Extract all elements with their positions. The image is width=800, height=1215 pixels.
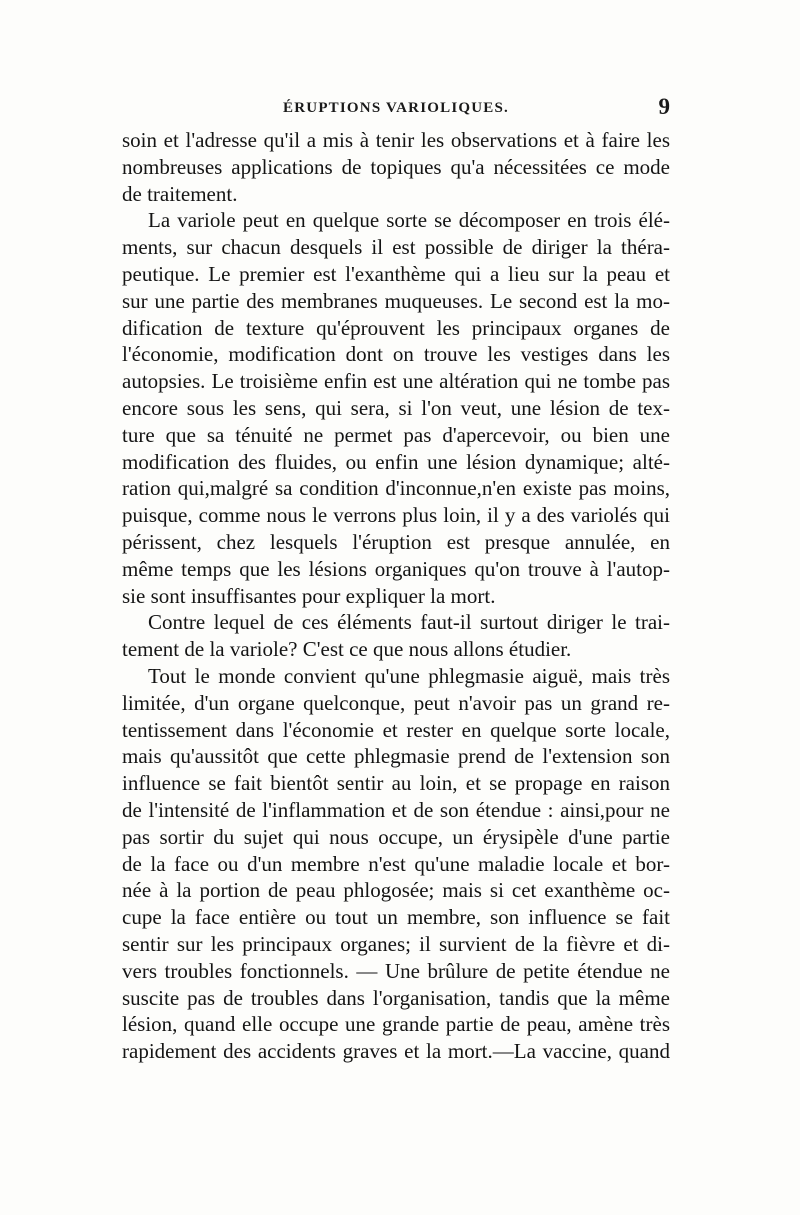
text-line: pas sortir du sujet qui nous occupe, un érysipèle d'une partie: [122, 824, 670, 849]
text-line: limitée, d'un organe quelconque, peut n'avoir pas un grand re-: [122, 690, 670, 715]
text-line: influence se fait bientôt sentir au loin, et se propage en raison: [122, 771, 670, 796]
text-line: de l'intensité de l'inflammation et de son étendue : ainsi,pour ne: [122, 797, 670, 822]
text-line: née à la portion de peau phlogosée; mais si cet exanthème oc-: [122, 878, 670, 903]
text-line: ture que sa ténuité ne permet pas d'apercevoir, ou bien une: [122, 422, 670, 447]
text-line: rapidement des accidents graves et la mort.—La vaccine, quand: [122, 1039, 670, 1064]
text-line: cupe la face entière ou tout un membre, son influence se fait: [122, 905, 670, 930]
text-line: dification de texture qu'éprouvent les principaux organes de: [122, 315, 670, 340]
running-head: [122, 96, 670, 126]
text-line: vers troubles fonctionnels. — Une brûlure de petite étendue ne: [122, 958, 670, 983]
text-line: nombreuses applications de topiques qu'a nécessitées ce mode: [122, 154, 670, 179]
text-line: encore sous les sens, qui sera, si l'on veut, une lésion de tex-: [122, 395, 670, 420]
text-line: suscite pas de troubles dans l'organisation, tandis que la même: [122, 985, 670, 1010]
text-line: soin et l'adresse qu'il a mis à tenir les observations et à faire les: [122, 128, 670, 152]
text-line: mais qu'aussitôt que cette phlegmasie prend de l'extension son: [122, 744, 670, 769]
running-title: ÉRUPTIONS VARIOLIQUES.: [283, 100, 509, 116]
body-text: [122, 127, 670, 1065]
page-number: 9: [658, 94, 670, 119]
text-line: périssent, chez lesquels l'éruption est presque annulée, en: [122, 529, 670, 554]
paragraph-first-line: Tout le monde convient qu'une phlegmasie aiguë, mais très: [148, 663, 670, 688]
paragraph-first-line: La variole peut en quelque sorte se décomposer en trois élé-: [148, 208, 670, 233]
text-line: même temps que les lésions organiques qu'on trouve à l'autop-: [122, 556, 670, 581]
text-line: sur une partie des membranes muqueuses. Le second est la mo-: [122, 288, 670, 313]
text-line: autopsies. Le troisième enfin est une altération qui ne tombe pas: [122, 369, 670, 394]
text-line: de la face ou d'un membre n'est qu'une maladie locale et bor-: [122, 851, 670, 876]
text-line: sie sont insuffisantes pour expliquer la mort.: [122, 583, 496, 608]
text-line: de traitement.: [122, 181, 238, 206]
text-line: puisque, comme nous le verrons plus loin, il y a des variolés qui: [122, 503, 670, 528]
paragraph-first-line: Contre lequel de ces éléments faut-il surtout diriger le trai-: [148, 610, 670, 635]
text-line: ments, sur chacun desquels il est possible de diriger la théra-: [122, 235, 670, 260]
text-line: ration qui,malgré sa condition d'inconnue,n'en existe pas moins,: [122, 476, 670, 501]
text-line: sentir sur les principaux organes; il survient de la fièvre et di-: [122, 931, 670, 956]
text-line: lésion, quand elle occupe une grande partie de peau, amène très: [122, 1012, 670, 1037]
text-line: tement de la variole? C'est ce que nous allons étudier.: [122, 637, 572, 662]
text-line: modification des fluides, ou enfin une lésion dynamique; alté-: [122, 449, 670, 474]
text-line: tentissement dans l'économie et rester en quelque sorte locale,: [122, 717, 670, 742]
text-line: peutique. Le premier est l'exanthème qui a lieu sur la peau et: [122, 261, 670, 286]
text-line: l'économie, modification dont on trouve les vestiges dans les: [122, 342, 670, 367]
